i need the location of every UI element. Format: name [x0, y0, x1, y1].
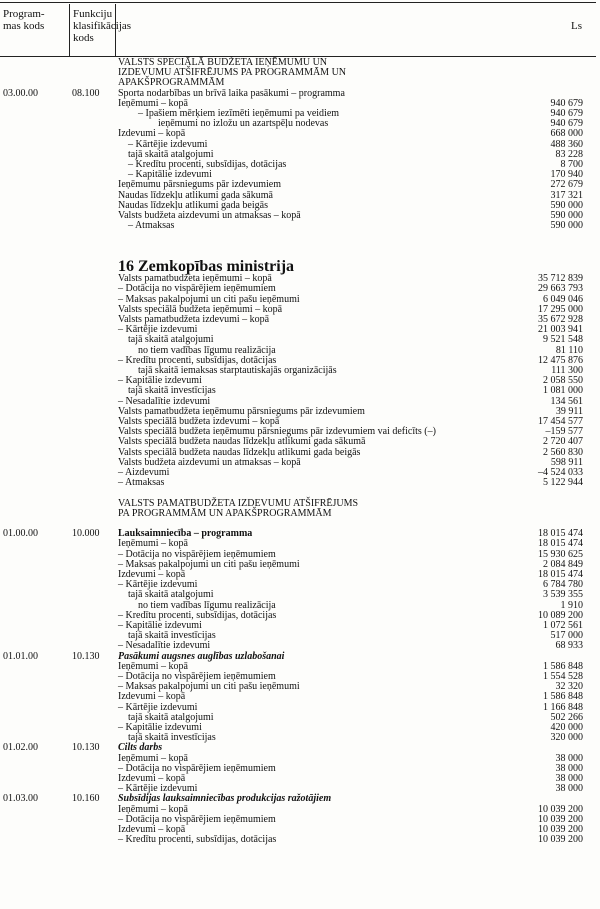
table-row	[0, 794, 600, 804]
row-label: Ieņēmumi – kopā	[118, 752, 188, 764]
table-row	[0, 305, 600, 315]
row-value: 68 933	[555, 640, 583, 652]
row-label: Valsts budžeta aizdevumi un atmaksas – kopā	[118, 456, 301, 468]
row-value: 8 700	[560, 159, 583, 170]
row-value: 10 039 200	[538, 803, 583, 815]
row-value: 38 000	[555, 773, 583, 784]
row-label: Ieņēmumu pārsniegums pār izdevumiem	[118, 179, 282, 191]
function-code: 10.130	[72, 650, 100, 662]
row-label: – Maksas pakalpojumi un citi pašu ieņēmumi	[118, 681, 300, 693]
row-value: 15 930 625	[538, 548, 583, 560]
table-row	[0, 529, 600, 539]
row-value: 6 784 780	[543, 579, 583, 591]
header-currency: Ls	[571, 20, 582, 32]
row-label: – Maksas pakalpojumi un citi pašu ieņēmumi	[118, 293, 300, 305]
table-row	[0, 672, 600, 682]
table-row	[0, 509, 600, 519]
row-label: – Kārtējie izdevumi	[118, 783, 198, 795]
row-value: 2 084 849	[543, 558, 583, 570]
table-row	[0, 407, 600, 417]
table-row	[0, 835, 600, 845]
row-value: 12 475 876	[538, 354, 583, 366]
row-value: 420 000	[550, 722, 583, 733]
row-value: 21 003 941	[538, 324, 583, 336]
col-divider-2	[115, 4, 116, 56]
row-value: 940 679	[550, 97, 583, 109]
row-label: – Dotācija no vispārējiem ieņēmumiem	[118, 548, 276, 560]
row-label: tajā skaitā investīcijas	[128, 732, 216, 744]
header-function-line1: Funkciju	[73, 8, 113, 20]
row-value: 598 911	[550, 456, 583, 468]
row-label: – Kārtējie izdevumi	[118, 324, 198, 336]
header-function-line3: kods	[73, 32, 94, 44]
row-value: –159 577	[545, 426, 583, 438]
row-label: – Kapitālie izdevumi	[128, 169, 212, 181]
row-value: 940 679	[550, 118, 583, 130]
table-row	[0, 140, 600, 150]
header-function-code	[73, 8, 131, 44]
row-value: 488 360	[550, 138, 583, 150]
row-value: 940 679	[550, 108, 583, 119]
row-label: IZDEVUMU ATŠIFRĒJUMS PA PROGRAMMĀM UN	[118, 67, 347, 79]
row-value: 32 320	[555, 681, 583, 693]
table-row	[0, 129, 600, 139]
row-value: 81 110	[555, 344, 583, 356]
row-label: – Dotācija no vispārējiem ieņēmumiem	[118, 671, 276, 682]
row-label: – Kapitālie izdevumi	[118, 722, 202, 733]
row-value: 2 058 550	[543, 375, 583, 387]
table-row	[0, 437, 600, 447]
row-label: tajā skaitā atalgojumi	[128, 711, 214, 723]
row-label: – Aizdevumi	[118, 467, 170, 478]
table-row	[0, 815, 600, 825]
row-value: 2 720 407	[543, 436, 583, 448]
table-row	[0, 191, 600, 201]
row-label: VALSTS PAMATBUDŽETA IZDEVUMU ATŠIFRĒJUMS	[118, 497, 359, 509]
table-row	[0, 805, 600, 815]
row-label: no tiem vadības līgumu realizācija	[138, 599, 276, 611]
table-row	[0, 346, 600, 356]
row-value: 170 940	[550, 169, 583, 181]
row-label: – Dotācija no vispārējiem ieņēmumiem	[118, 283, 276, 295]
row-label: Izdevumi – kopā	[118, 691, 186, 703]
row-value: 590 000	[550, 220, 583, 232]
row-label: Lauksaimniecība – programma	[118, 528, 253, 540]
row-label: Valsts speciālā budžeta ieņēmumi – kopā	[118, 303, 283, 315]
program-code: 01.03.00	[3, 793, 38, 805]
table-row	[0, 284, 600, 294]
row-value: –4 524 033	[538, 467, 583, 478]
row-value: 83 228	[555, 148, 583, 160]
table-row	[0, 221, 600, 231]
row-value: 272 679	[550, 179, 583, 191]
row-value: 320 000	[550, 732, 583, 744]
row-value: 134 561	[550, 395, 583, 407]
row-label: – Kārtējie izdevumi	[118, 701, 198, 713]
table-row	[0, 539, 600, 549]
table-row	[0, 478, 600, 488]
row-label: Ieņēmumi – kopā	[118, 97, 188, 109]
row-label: tajā skaitā atalgojumi	[128, 589, 214, 601]
row-label: Valsts speciālā budžeta naudas līdzekļu atlikumi gada beigās	[118, 446, 361, 458]
row-label: – Kapitālie izdevumi	[118, 375, 202, 387]
table-row	[0, 211, 600, 221]
row-value: 1 072 561	[543, 620, 583, 631]
table-row	[0, 274, 600, 284]
row-label: Valsts pamatbudžeta ieņēmumi – kopā	[118, 273, 272, 285]
row-label: Sporta nodarbības un brīvā laika pasākumi – programma	[118, 87, 345, 99]
table-row	[0, 743, 600, 753]
row-label: – Maksas pakalpojumi un citi pašu ieņēmumi	[118, 558, 300, 570]
table-row	[0, 601, 600, 611]
row-value: 29 663 793	[538, 283, 583, 295]
program-code: 01.02.00	[3, 742, 38, 754]
row-value: 3 539 355	[543, 589, 583, 601]
table-row	[0, 78, 600, 88]
row-label: tajā skaitā investīcijas	[128, 630, 216, 642]
table-row	[0, 376, 600, 386]
row-label: Izdevumi – kopā	[118, 773, 186, 784]
row-value: 502 266	[550, 711, 583, 723]
row-label: – Kredītu procenti, subsīdijas, dotācijas	[118, 354, 277, 366]
row-value: 111 300	[551, 365, 583, 376]
row-label: Naudas līdzekļu atlikumi gada sākumā	[118, 189, 273, 201]
row-label: Izdevumi – kopā	[118, 569, 186, 580]
row-label: tajā skaitā atalgojumi	[128, 148, 214, 160]
row-value: 1 166 848	[543, 701, 583, 713]
row-value: 517 000	[550, 630, 583, 642]
row-label: Valsts pamatbudžeta izdevumi – kopā	[118, 314, 270, 325]
row-value: 35 712 839	[538, 273, 583, 285]
row-label: Naudas līdzekļu atlikumi gada beigās	[118, 199, 268, 211]
row-value: 18 015 474	[538, 528, 583, 540]
table-row	[0, 366, 600, 376]
program-code: 03.00.00	[3, 87, 38, 99]
header-program-code	[3, 8, 45, 32]
row-label: Ieņēmumi – kopā	[118, 803, 188, 815]
row-value: 18 015 474	[538, 538, 583, 550]
row-label: – Dotācija no vispārējiem ieņēmumiem	[118, 762, 276, 774]
row-value: 38 000	[555, 752, 583, 764]
row-value: 590 000	[550, 199, 583, 211]
row-label: Valsts speciālā budžeta ieņēmumu pārsniegums pār izdevumiem vai deficīts (–)	[118, 426, 436, 438]
table-row	[0, 723, 600, 733]
table-header	[0, 4, 600, 56]
table-row	[0, 713, 600, 723]
row-value: 1 586 848	[543, 691, 583, 703]
top-rule	[0, 2, 596, 3]
row-value: 668 000	[550, 128, 583, 140]
table-row	[0, 703, 600, 713]
table-row	[0, 150, 600, 160]
function-code: 10.000	[72, 528, 100, 540]
function-code: 10.160	[72, 793, 100, 805]
row-value: 317 321	[550, 189, 583, 201]
row-label: Valsts speciālā budžeta naudas līdzekļu atlikumi gada sākumā	[118, 436, 366, 448]
row-value: 590 000	[550, 210, 583, 221]
table-row	[0, 764, 600, 774]
row-label: Ieņēmumi – kopā	[118, 538, 188, 550]
table-row	[0, 611, 600, 621]
row-label: – Kārtējie izdevumi	[118, 579, 198, 591]
table-row	[0, 170, 600, 180]
row-label: tajā skaitā investīcijas	[128, 385, 216, 397]
table-row	[0, 682, 600, 692]
row-value: 2 560 830	[543, 446, 583, 458]
table-row	[0, 621, 600, 631]
row-label: – Atmaksas	[128, 220, 175, 232]
table-row	[0, 325, 600, 335]
row-label: Cilts darbs	[118, 742, 163, 754]
row-label: – Nesadalītie izdevumi	[118, 640, 211, 652]
table-row	[0, 335, 600, 345]
row-label: Valsts speciālā budžeta izdevumi – kopā	[118, 416, 280, 427]
header-function-line2: klasifikācijas	[73, 20, 132, 32]
row-label: Izdevumi – kopā	[118, 128, 186, 140]
row-label: Subsīdijas lauksaimniecības produkcijas ražotājiem	[118, 793, 332, 805]
row-label: – Kredītu procenti, subsīdijas, dotācijas	[118, 834, 277, 846]
table-row	[0, 386, 600, 396]
row-label: – Kredītu procenti, subsīdijas, dotācijas	[128, 159, 287, 170]
row-label: Valsts budžeta aizdevumi un atmaksas – kopā	[118, 210, 301, 221]
table-row	[0, 458, 600, 468]
table-row	[0, 774, 600, 784]
row-label: no tiem vadības līgumu realizācija	[138, 344, 276, 356]
row-value: 10 039 200	[538, 834, 583, 846]
row-value: 10 039 200	[538, 813, 583, 825]
function-code: 10.130	[72, 742, 100, 754]
row-label: Izdevumi – kopā	[118, 824, 186, 835]
table-row	[0, 550, 600, 560]
row-label: Ieņēmumi – kopā	[118, 660, 188, 672]
row-label: VALSTS SPECIĀLĀ BUDŽETA IEŅĒMUMU UN	[118, 57, 328, 68]
row-value: 5 122 944	[543, 477, 583, 489]
table-row	[0, 570, 600, 580]
program-code: 01.01.00	[3, 650, 38, 662]
table-row	[0, 119, 600, 129]
row-value: 10 089 200	[538, 609, 583, 621]
table-row	[0, 160, 600, 170]
row-value: 1 586 848	[543, 660, 583, 672]
row-value: 10 039 200	[538, 824, 583, 835]
function-code: 08.100	[72, 87, 100, 99]
table-row	[0, 315, 600, 325]
row-label: – Kredītu procenti, subsīdijas, dotācijas	[118, 609, 277, 621]
table-row	[0, 580, 600, 590]
row-value: 1 910	[560, 599, 583, 611]
row-label: tajā skaitā iemaksas starptautiskajās organizācijās	[138, 365, 337, 376]
row-label: – Dotācija no vispārējiem ieņēmumiem	[118, 813, 276, 825]
row-label: PA PROGRAMMĀM UN APAKŠPROGRAMMĀM	[118, 507, 332, 519]
row-label: – Nesadalītie izdevumi	[118, 395, 211, 407]
row-label: – Atmaksas	[118, 477, 165, 489]
row-label: tajā skaitā atalgojumi	[128, 334, 214, 346]
row-label: APAKŠPROGRAMMĀM	[118, 77, 225, 89]
table-row	[0, 560, 600, 570]
row-label: – Kapitālie izdevumi	[118, 620, 202, 631]
row-label: – Kārtējie izdevumi	[128, 138, 208, 150]
table-row	[0, 68, 600, 78]
row-value: 1 081 000	[543, 385, 583, 397]
table-row	[0, 754, 600, 764]
program-code: 01.00.00	[3, 528, 38, 540]
table-row	[0, 692, 600, 702]
table-row	[0, 652, 600, 662]
table-row	[0, 590, 600, 600]
table-row	[0, 825, 600, 835]
row-label: Pasākumi augsnes auglības uzlabošanai	[118, 650, 285, 662]
table-row	[0, 89, 600, 99]
col-divider-1	[69, 4, 70, 56]
row-value: 39 911	[555, 405, 583, 417]
header-program-line1: Program-	[3, 8, 45, 20]
row-value: 9 521 548	[543, 334, 583, 346]
row-value: 38 000	[555, 783, 583, 795]
row-value: 18 015 474	[538, 569, 583, 580]
row-value: 38 000	[555, 762, 583, 774]
row-value: 17 454 577	[538, 416, 583, 427]
table-row	[0, 180, 600, 190]
table-row	[0, 641, 600, 651]
header-program-line2: mas kods	[3, 20, 45, 32]
table-row	[0, 295, 600, 305]
ministry-title: 16 Zemkopības ministrija	[118, 258, 295, 275]
table-row	[0, 662, 600, 672]
row-value: 1 554 528	[543, 671, 583, 682]
row-value: 35 672 928	[538, 314, 583, 325]
table-row	[0, 631, 600, 641]
row-value: 17 295 000	[538, 303, 583, 315]
row-label: ieņēmumi no izložu un azartspēļu nodevas	[158, 118, 329, 130]
table-row	[0, 468, 600, 478]
row-label: Valsts pamatbudžeta ieņēmumu pārsniegums pār izdevumiem	[118, 405, 365, 417]
row-label: – Ipašiem mērķiem iezīmēti ieņēmumi pa veidiem	[138, 108, 340, 119]
row-value: 6 049 046	[543, 293, 583, 305]
